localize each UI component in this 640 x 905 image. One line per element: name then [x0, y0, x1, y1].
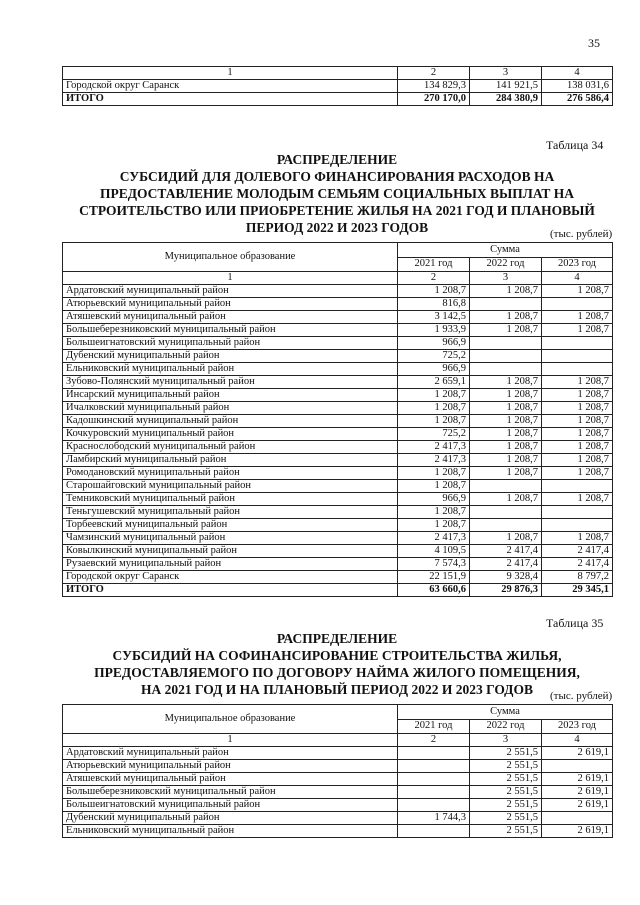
row-v2021: 1 208,7: [398, 506, 470, 519]
row-v2022: 2 417,4: [470, 545, 542, 558]
row-v2023: 8 797,2: [542, 571, 613, 584]
row-name: Ичалковский муниципальный район: [63, 402, 398, 415]
row-v2021: 134 829,3: [398, 80, 470, 93]
col-year-2022: 2022 год: [470, 257, 542, 272]
table-34-label: Таблица 34: [546, 138, 604, 152]
table-row: [63, 402, 613, 415]
title-line: ПЕРИОД 2022 И 2023 ГОДОВ: [245, 220, 429, 235]
row-v2023: [542, 298, 613, 311]
row-name: Темниковский муниципальный район: [63, 493, 398, 506]
row-v2023: 1 208,7: [542, 532, 613, 545]
top-table-header: [63, 67, 613, 80]
row-v2023: [542, 519, 613, 532]
row-v2023: 1 208,7: [542, 285, 613, 298]
col-num-2: 2: [398, 272, 470, 285]
row-v2023: 1 208,7: [542, 415, 613, 428]
row-name: Атяшевский муниципальный район: [63, 311, 398, 324]
col-num-1: 1: [63, 734, 398, 747]
row-v2023: 1 208,7: [542, 467, 613, 480]
row-v2023: 138 031,6: [542, 80, 613, 93]
title-line: СТРОИТЕЛЬСТВО ИЛИ ПРИОБРЕТЕНИЕ ЖИЛЬЯ НА 2021 ГОД И ПЛАНОВЫЙ: [79, 203, 595, 218]
row-v2022: 1 208,7: [470, 285, 542, 298]
row-v2022: 1 208,7: [470, 428, 542, 441]
row-name: Ламбирский муниципальный район: [63, 454, 398, 467]
row-v2022: 1 208,7: [470, 311, 542, 324]
row-v2021: 1 208,7: [398, 519, 470, 532]
row-name: Кочкуровский муниципальный район: [63, 428, 398, 441]
row-name: Ковылкинский муниципальный район: [63, 545, 398, 558]
row-name: Большеберезниковский муниципальный район: [63, 786, 398, 799]
row-v2023: 2 619,1: [542, 747, 613, 760]
col-num-4: 4: [542, 67, 613, 80]
col-num-2: 2: [398, 67, 470, 80]
table-row: [63, 493, 613, 506]
row-v2021: [398, 747, 470, 760]
table-34-body: [63, 285, 613, 584]
row-v2021: 1 208,7: [398, 389, 470, 402]
row-v2023: 1 208,7: [542, 389, 613, 402]
top-table: [62, 66, 613, 106]
row-name: Атюрьевский муниципальный район: [63, 298, 398, 311]
col-num-3: 3: [470, 67, 542, 80]
row-v2021: 1 208,7: [398, 467, 470, 480]
row-v2021: [398, 825, 470, 838]
row-v2022: 2 551,5: [470, 812, 542, 825]
table-row: [63, 80, 613, 93]
row-v2022: 2 551,5: [470, 825, 542, 838]
title-line: ПРЕДОСТАВЛЯЕМОГО ПО ДОГОВОРУ НАЙМА ЖИЛОГО ПОМЕЩЕНИЯ,: [94, 665, 580, 680]
row-v2023: 2 619,1: [542, 825, 613, 838]
col-year-2021: 2021 год: [398, 257, 470, 272]
row-v2023: [542, 337, 613, 350]
row-name: Инсарский муниципальный район: [63, 389, 398, 402]
row-v2022: 1 208,7: [470, 454, 542, 467]
col-num-4: 4: [542, 272, 613, 285]
total-v2022: 29 876,3: [470, 584, 542, 597]
total-v2023: 29 345,1: [542, 584, 613, 597]
table-row: [63, 311, 613, 324]
total-v2021: 63 660,6: [398, 584, 470, 597]
row-v2022: 1 208,7: [470, 402, 542, 415]
row-v2021: 2 417,3: [398, 532, 470, 545]
row-v2021: 7 574,3: [398, 558, 470, 571]
table-34-title: [62, 151, 612, 236]
row-name: Городской округ Саранск: [63, 571, 398, 584]
col-year-2023: 2023 год: [542, 257, 613, 272]
row-v2023: [542, 760, 613, 773]
row-name: Атюрьевский муниципальный район: [63, 760, 398, 773]
row-v2021: [398, 786, 470, 799]
row-v2021: 966,9: [398, 337, 470, 350]
row-v2023: 2 619,1: [542, 773, 613, 786]
row-v2021: 725,2: [398, 428, 470, 441]
row-v2021: 725,2: [398, 350, 470, 363]
table-row: [63, 428, 613, 441]
table-row: [63, 786, 613, 799]
table-row: [63, 337, 613, 350]
row-name: Старошайговский муниципальный район: [63, 480, 398, 493]
page-number: 35: [588, 36, 600, 50]
row-v2022: 1 208,7: [470, 389, 542, 402]
row-v2022: 2 551,5: [470, 799, 542, 812]
row-v2023: 1 208,7: [542, 454, 613, 467]
table-35-body: [63, 747, 613, 838]
row-name: Большеигнатовский муниципальный район: [63, 799, 398, 812]
row-v2022: [470, 337, 542, 350]
row-v2023: [542, 812, 613, 825]
table-34-units: (тыс. рублей): [550, 228, 613, 240]
row-v2021: 816,8: [398, 298, 470, 311]
table-row: [63, 519, 613, 532]
table-35: [62, 704, 613, 838]
row-v2023: [542, 506, 613, 519]
row-name: Кадошкинский муниципальный район: [63, 415, 398, 428]
row-v2023: [542, 363, 613, 376]
table-row: [63, 799, 613, 812]
col-year-2023: 2023 год: [542, 719, 613, 734]
table-35-title: [62, 630, 612, 698]
row-v2022: 1 208,7: [470, 493, 542, 506]
row-name: Большеберезниковский муниципальный район: [63, 324, 398, 337]
row-v2023: 1 208,7: [542, 428, 613, 441]
row-v2022: 1 208,7: [470, 532, 542, 545]
col-sum-header: Сумма: [398, 705, 613, 720]
row-v2022: 1 208,7: [470, 376, 542, 389]
table-row: [63, 825, 613, 838]
col-mo-header: Муниципальное образование: [63, 243, 398, 272]
row-name: Дубенский муниципальный район: [63, 350, 398, 363]
row-v2022: 1 208,7: [470, 415, 542, 428]
table-row: [63, 812, 613, 825]
row-v2022: [470, 506, 542, 519]
row-name: Рузаевский муниципальный район: [63, 558, 398, 571]
table-row: [63, 760, 613, 773]
row-v2022: 1 208,7: [470, 467, 542, 480]
table-row: [63, 376, 613, 389]
row-name: Зубово-Полянский муниципальный район: [63, 376, 398, 389]
title-line: СУБСИДИЙ ДЛЯ ДОЛЕВОГО ФИНАНСИРОВАНИЯ РАСХОДОВ НА: [119, 169, 555, 184]
row-v2021: 1 933,9: [398, 324, 470, 337]
col-mo-header: Муниципальное образование: [63, 705, 398, 734]
table-34: [62, 242, 613, 597]
row-v2023: [542, 350, 613, 363]
row-v2023: 1 208,7: [542, 311, 613, 324]
row-v2021: 966,9: [398, 363, 470, 376]
row-v2022: 1 208,7: [470, 324, 542, 337]
row-name: Ромодановский муниципальный район: [63, 467, 398, 480]
row-v2021: 966,9: [398, 493, 470, 506]
col-num-1: 1: [63, 272, 398, 285]
title-line: РАСПРЕДЕЛЕНИЕ: [276, 152, 398, 167]
row-name: Краснослободский муниципальный район: [63, 441, 398, 454]
row-v2022: 2 551,5: [470, 747, 542, 760]
row-name: Ардатовский муниципальный район: [63, 285, 398, 298]
row-v2021: 1 208,7: [398, 480, 470, 493]
table-35-units: (тыс. рублей): [550, 690, 613, 702]
row-v2023: [542, 480, 613, 493]
row-v2021: 22 151,9: [398, 571, 470, 584]
row-v2021: [398, 799, 470, 812]
table-row: [63, 285, 613, 298]
col-year-2021: 2021 год: [398, 719, 470, 734]
row-v2022: 2 417,4: [470, 558, 542, 571]
table-row: [63, 363, 613, 376]
row-v2021: 2 417,3: [398, 441, 470, 454]
table-35-label: Таблица 35: [546, 616, 604, 630]
col-num-3: 3: [470, 272, 542, 285]
row-v2022: 2 551,5: [470, 773, 542, 786]
row-v2021: 4 109,5: [398, 545, 470, 558]
col-num-1: 1: [63, 67, 398, 80]
row-name: Городской округ Саранск: [63, 80, 398, 93]
table-row: [63, 415, 613, 428]
row-v2023: 2 417,4: [542, 545, 613, 558]
row-v2022: 9 328,4: [470, 571, 542, 584]
row-v2023: 1 208,7: [542, 493, 613, 506]
title-line: РАСПРЕДЕЛЕНИЕ: [276, 631, 398, 646]
row-name: Ардатовский муниципальный район: [63, 747, 398, 760]
row-v2023: 1 208,7: [542, 441, 613, 454]
table-row: [63, 454, 613, 467]
table-row: [63, 480, 613, 493]
row-v2022: [470, 519, 542, 532]
title-line: НА 2021 ГОД И НА ПЛАНОВЫЙ ПЕРИОД 2022 И 2023 ГОДОВ: [141, 682, 533, 697]
table-row: [63, 441, 613, 454]
table-row: [63, 389, 613, 402]
row-v2021: 3 142,5: [398, 311, 470, 324]
row-v2021: [398, 773, 470, 786]
col-num-2: 2: [398, 734, 470, 747]
table-row: [63, 350, 613, 363]
table-row: [63, 558, 613, 571]
row-name: Атяшевский муниципальный район: [63, 773, 398, 786]
total-row: [63, 93, 613, 106]
row-v2021: 1 744,3: [398, 812, 470, 825]
row-v2022: 2 551,5: [470, 760, 542, 773]
row-v2021: [398, 760, 470, 773]
total-label: ИТОГО: [63, 584, 398, 597]
row-name: Теньгушевский муниципальный район: [63, 506, 398, 519]
total-row: [63, 584, 613, 597]
table-row: [63, 571, 613, 584]
col-num-3: 3: [470, 734, 542, 747]
total-label: ИТОГО: [63, 93, 398, 106]
row-v2022: 2 551,5: [470, 786, 542, 799]
row-v2023: 2 417,4: [542, 558, 613, 571]
row-name: Ельниковский муниципальный район: [63, 363, 398, 376]
table-row: [63, 506, 613, 519]
table-row: [63, 773, 613, 786]
row-name: Ельниковский муниципальный район: [63, 825, 398, 838]
row-v2022: [470, 350, 542, 363]
row-v2023: 2 619,1: [542, 799, 613, 812]
table-row: [63, 747, 613, 760]
row-v2023: 1 208,7: [542, 402, 613, 415]
row-v2022: [470, 298, 542, 311]
row-name: Торбеевский муниципальный район: [63, 519, 398, 532]
col-num-4: 4: [542, 734, 613, 747]
table-row: [63, 545, 613, 558]
title-line: СУБСИДИЙ НА СОФИНАНСИРОВАНИЕ СТРОИТЕЛЬСТВА ЖИЛЬЯ,: [112, 648, 562, 663]
row-v2021: 1 208,7: [398, 415, 470, 428]
row-v2022: 141 921,5: [470, 80, 542, 93]
table-row: [63, 324, 613, 337]
row-v2023: 1 208,7: [542, 376, 613, 389]
row-v2022: [470, 363, 542, 376]
col-year-2022: 2022 год: [470, 719, 542, 734]
row-v2021: 2 659,1: [398, 376, 470, 389]
row-name: Дубенский муниципальный район: [63, 812, 398, 825]
col-sum-header: Сумма: [398, 243, 613, 258]
total-v2022: 284 380,9: [470, 93, 542, 106]
row-v2023: 1 208,7: [542, 324, 613, 337]
table-row: [63, 298, 613, 311]
row-v2022: [470, 480, 542, 493]
total-v2023: 276 586,4: [542, 93, 613, 106]
row-name: Чамзинский муниципальный район: [63, 532, 398, 545]
row-name: Большеигнатовский муниципальный район: [63, 337, 398, 350]
row-v2021: 2 417,3: [398, 454, 470, 467]
table-row: [63, 467, 613, 480]
total-v2021: 270 170,0: [398, 93, 470, 106]
row-v2023: 2 619,1: [542, 786, 613, 799]
row-v2022: 1 208,7: [470, 441, 542, 454]
row-v2021: 1 208,7: [398, 285, 470, 298]
row-v2021: 1 208,7: [398, 402, 470, 415]
title-line: ПРЕДОСТАВЛЕНИЕ МОЛОДЫМ СЕМЬЯМ СОЦИАЛЬНЫХ ВЫПЛАТ НА: [99, 186, 575, 201]
table-row: [63, 532, 613, 545]
